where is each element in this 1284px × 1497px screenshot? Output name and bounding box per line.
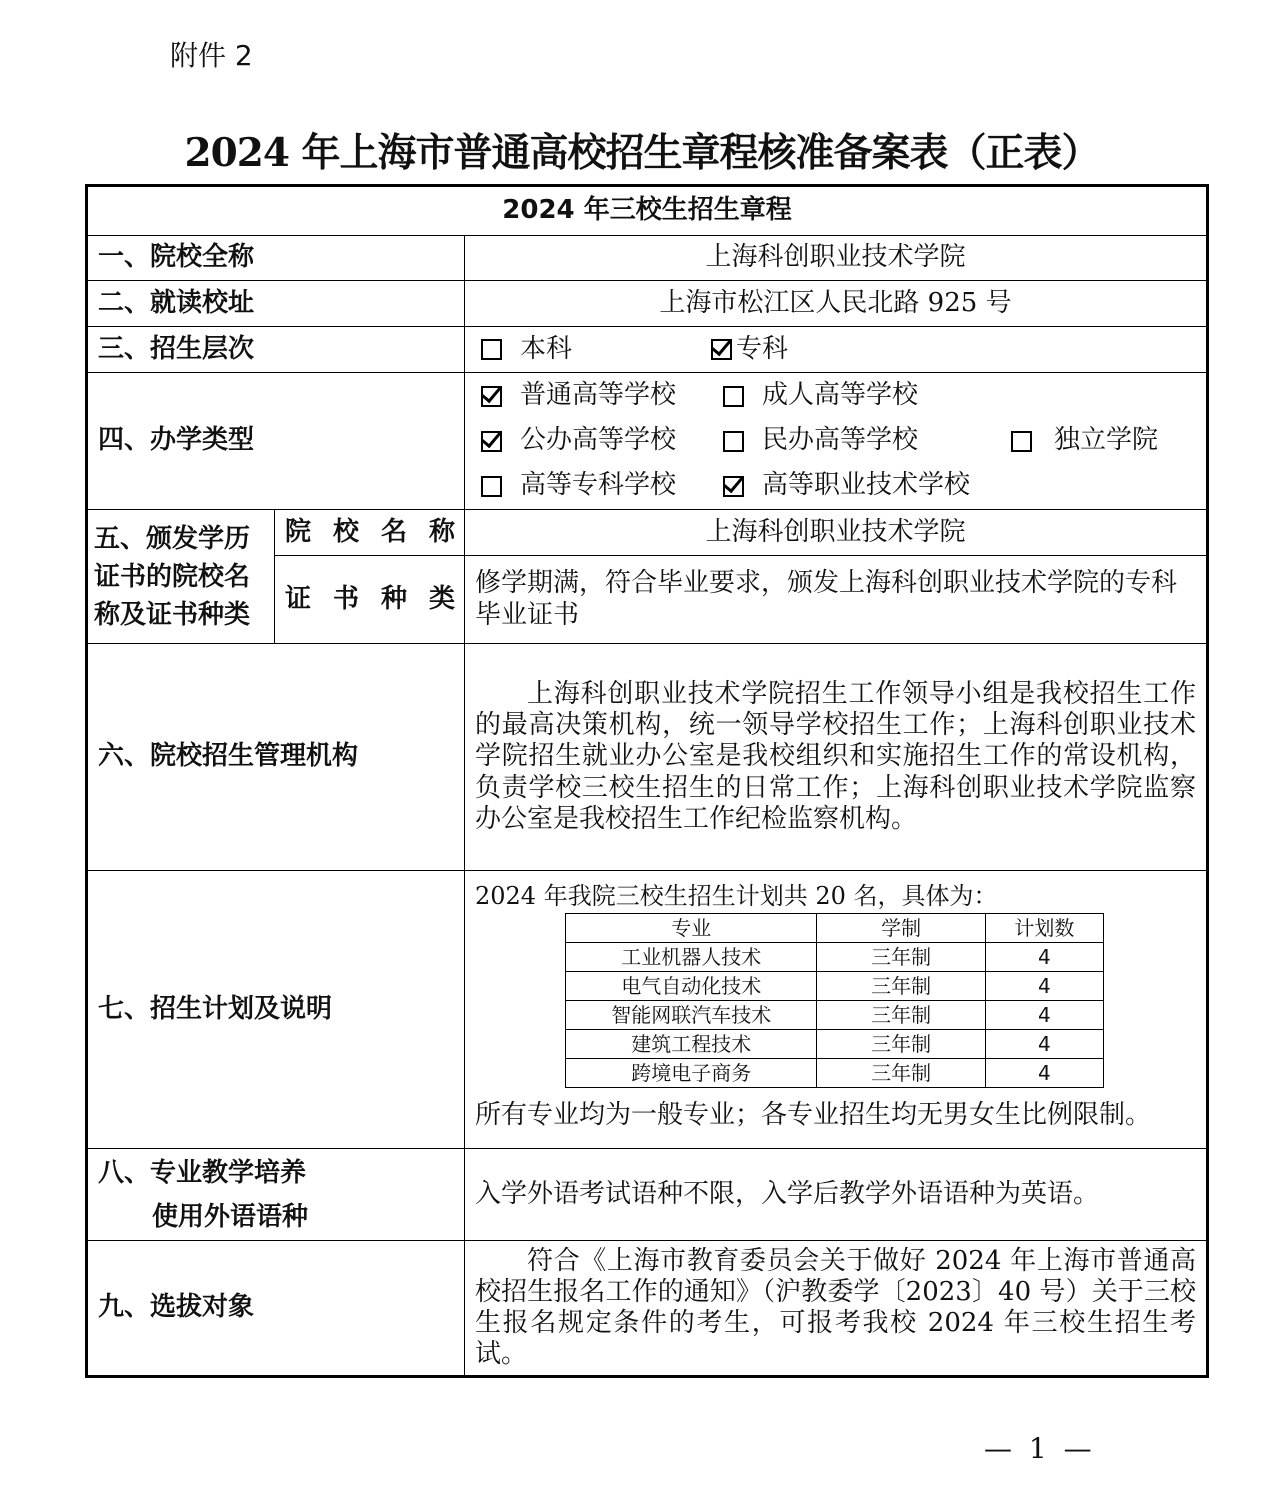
- type-option-label: 民办高等学校: [762, 425, 919, 456]
- type-option-regular[interactable]: [481, 380, 723, 411]
- level-option-label: 本科: [520, 333, 573, 364]
- major-name: 工业机器人技术: [566, 943, 817, 972]
- table-row: [566, 1059, 1104, 1088]
- target-text: 符合《上海市教育委员会关于做好 2024 年上海市普通高校招生报名工作的通知》（沪教委学〔2023〕40 号）关于三校生报名规定条件的考生，可报考我校 2024 年三校生招生考试。: [465, 1241, 1208, 1377]
- type-option-private[interactable]: [723, 425, 1011, 456]
- plan-note: 所有专业均为一般专业；各专业招生均无男女生比例限制。: [475, 1100, 1152, 1130]
- type-option-adult[interactable]: [723, 380, 918, 411]
- language-label-line: 使用外语语种: [152, 1201, 309, 1232]
- row-management: [87, 644, 1208, 871]
- major-duration: 三年制: [817, 1030, 985, 1059]
- checkbox-unchecked-icon[interactable]: [1011, 431, 1032, 452]
- document-title: 2024 年上海市普通高校招生章程核准备案表（正表）: [184, 130, 1100, 176]
- major-count: 4: [985, 1030, 1103, 1059]
- table-row: [566, 1030, 1104, 1059]
- plan-label: 七、招生计划及说明: [87, 871, 465, 1149]
- table-row: [566, 1001, 1104, 1030]
- level-options: [465, 327, 1208, 373]
- certificate-type-value: 修学期满，符合毕业要求，颁发上海科创职业技术学院的专科毕业证书: [465, 556, 1208, 644]
- checkbox-checked-icon[interactable]: [481, 386, 502, 407]
- checkbox-checked-icon[interactable]: [481, 431, 502, 452]
- majors-table: [565, 913, 1104, 1088]
- certificate-type-label: 证书种类: [275, 556, 465, 644]
- address-label: 二、就读校址: [87, 281, 465, 327]
- level-option-bachelor[interactable]: [481, 334, 711, 365]
- address-value: 上海市松江区人民北路 925 号: [465, 281, 1208, 327]
- row-school-type: [87, 373, 1208, 510]
- checkbox-checked-icon[interactable]: [711, 339, 732, 360]
- level-option-label: 专科: [736, 333, 789, 364]
- table-row: [566, 972, 1104, 1001]
- major-duration: 三年制: [817, 1001, 985, 1030]
- table-row: [566, 943, 1104, 972]
- checkbox-checked-icon[interactable]: [723, 476, 744, 497]
- major-name: 跨境电子商务: [566, 1059, 817, 1088]
- major-name: 建筑工程技术: [566, 1030, 817, 1059]
- major-name: 智能网联汽车技术: [566, 1001, 817, 1030]
- page-number: — 1 —: [984, 1432, 1096, 1465]
- language-label-line: 八、专业教学培养: [98, 1157, 307, 1188]
- checkbox-unchecked-icon[interactable]: [723, 386, 744, 407]
- plan-intro: 2024 年我院三校生招生计划共 20 名，具体为：: [475, 882, 998, 910]
- plan-content: [465, 871, 1208, 1149]
- row-certificate-name: [87, 510, 1208, 556]
- row-language: [87, 1149, 1208, 1241]
- type-option-public[interactable]: [481, 425, 723, 456]
- school-type-options: [465, 373, 1208, 510]
- table-heading: 2024 年三校生招生章程: [87, 186, 1208, 236]
- checkbox-unchecked-icon[interactable]: [723, 431, 744, 452]
- row-school-name: [87, 236, 1208, 281]
- certificate-label-line: 证书的院校名: [94, 561, 251, 592]
- major-count: 4: [985, 972, 1103, 1001]
- majors-header-row: [566, 914, 1104, 943]
- major-duration: 三年制: [817, 943, 985, 972]
- type-option-label: 高等专科学校: [520, 470, 677, 501]
- major-duration: 三年制: [817, 972, 985, 1001]
- level-label: 三、招生层次: [87, 327, 465, 373]
- language-text: 入学外语考试语种不限，入学后教学外语语种为英语。: [465, 1149, 1208, 1241]
- target-label: 九、选拔对象: [87, 1241, 465, 1377]
- column-header-duration: 学制: [817, 914, 985, 943]
- level-option-associate[interactable]: [711, 334, 788, 365]
- type-option-label: 公办高等学校: [520, 425, 677, 456]
- column-header-count: 计划数: [985, 914, 1103, 943]
- type-option-label: 成人高等学校: [762, 380, 919, 411]
- column-header-major: 专业: [566, 914, 817, 943]
- institution-name-label: 院校名称: [275, 510, 465, 556]
- filing-form-table: [85, 184, 1209, 1378]
- language-label: [87, 1149, 465, 1241]
- row-target: [87, 1241, 1208, 1377]
- management-text: 上海科创职业技术学院招生工作领导小组是我校招生工作的最高决策机构，统一领导学校招生工作；上海科创职业技术学院招生就业办公室是我校组织和实施招生工作的常设机构，负责学校三校生招生的日常工作；上海科创职业技术学院监察办公室是我校招生工作纪检监察机构。: [465, 644, 1208, 871]
- row-level: [87, 327, 1208, 373]
- major-count: 4: [985, 943, 1103, 972]
- school-type-label: 四、办学类型: [87, 373, 465, 510]
- table-heading-row: [87, 186, 1208, 236]
- institution-name-value: 上海科创职业技术学院: [465, 510, 1208, 556]
- type-option-label: 高等职业技术学校: [762, 470, 971, 501]
- certificate-label: [87, 510, 275, 644]
- certificate-label-line: 五、颁发学历: [94, 523, 251, 554]
- attachment-label: 附件 2: [170, 39, 253, 72]
- type-option-label: 独立学院: [1054, 425, 1159, 456]
- major-count: 4: [985, 1001, 1103, 1030]
- major-count: 4: [985, 1059, 1103, 1088]
- type-option-label: 普通高等学校: [520, 380, 677, 411]
- school-name-value: 上海科创职业技术学院: [465, 236, 1208, 281]
- management-label: 六、院校招生管理机构: [87, 644, 465, 871]
- checkbox-unchecked-icon[interactable]: [481, 476, 502, 497]
- major-name: 电气自动化技术: [566, 972, 817, 1001]
- row-plan: [87, 871, 1208, 1149]
- school-name-label: 一、院校全称: [87, 236, 465, 281]
- major-duration: 三年制: [817, 1059, 985, 1088]
- certificate-label-line: 称及证书种类: [94, 599, 251, 630]
- checkbox-unchecked-icon[interactable]: [481, 339, 502, 360]
- row-address: [87, 281, 1208, 327]
- type-option-junior-college[interactable]: [481, 470, 723, 501]
- type-option-independent[interactable]: [1011, 425, 1158, 456]
- type-option-vocational[interactable]: [723, 470, 970, 501]
